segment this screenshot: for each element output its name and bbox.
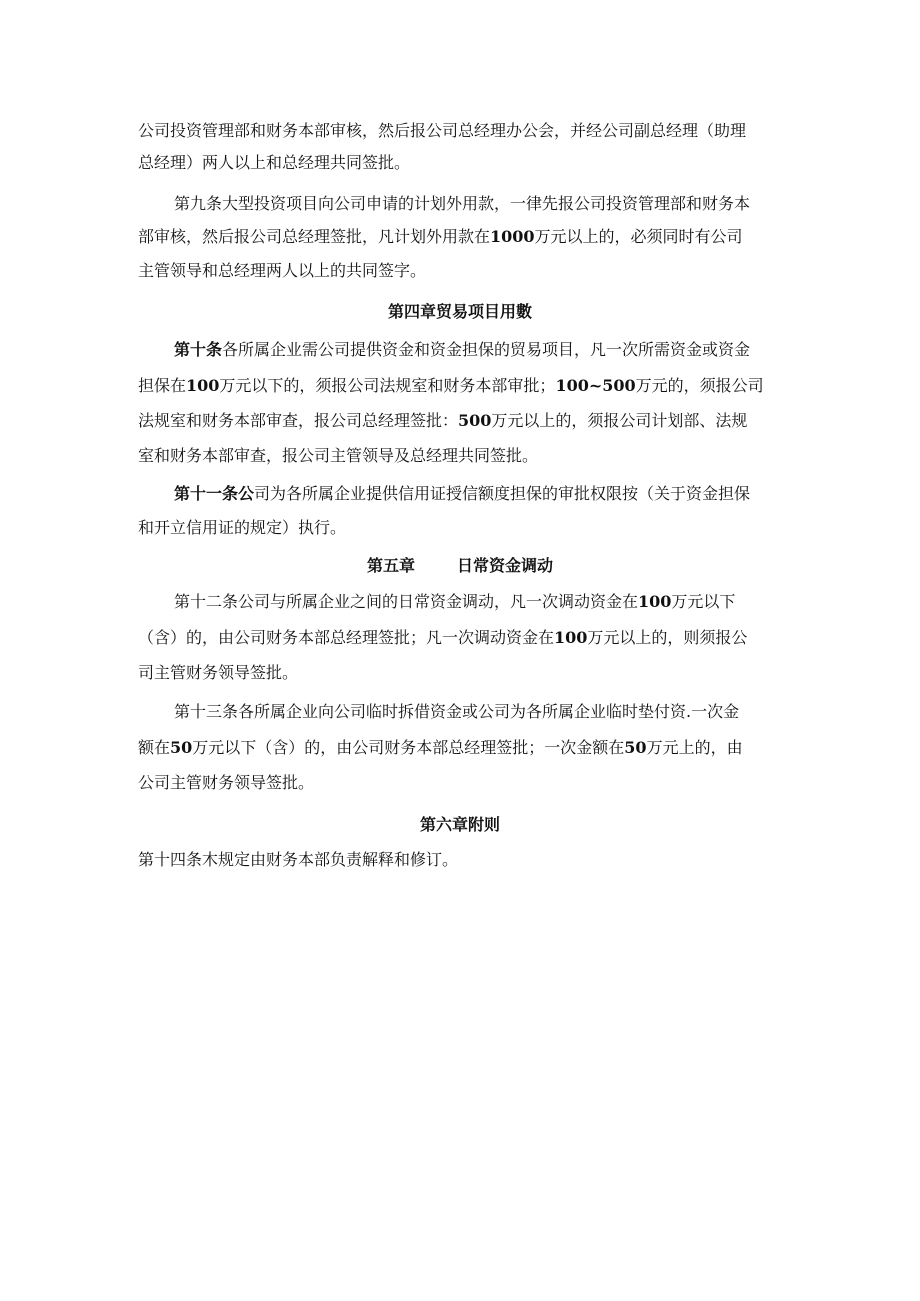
- article-10-text: 万元以上的，须报公司计划部、法规: [491, 411, 748, 430]
- article-10-text: 担保在: [138, 376, 187, 395]
- article-9-amount: 1000: [490, 227, 535, 246]
- article-13-line-2: [138, 738, 743, 758]
- article-10-amount: 500: [458, 411, 492, 430]
- article-8-line-2: 总经理）两人以上和总经理共同签批。: [138, 153, 411, 172]
- article-8-line-1: 公司投资管理部和财务本部审核，然后报公司总经理办公会，并经公司副总经理（助理: [138, 121, 747, 140]
- article-10-line-1: [174, 340, 750, 360]
- article-10-line-3: [138, 411, 747, 431]
- article-14-line-1: 第十四条木规定由财务本部负责解释和修订。: [138, 850, 459, 869]
- article-13-amount: 50: [170, 738, 193, 757]
- article-12-text: 万元以上的，则须报公: [587, 628, 748, 647]
- article-12-line-1: [174, 592, 735, 612]
- article-10-text: 各所属企业需公司提供资金和资金担保的贸易项目，凡一次所需资金或资金: [222, 340, 751, 359]
- article-10-text: 万元以下的，须报公司法规室和财务本部审批；: [219, 376, 556, 395]
- article-13-line-3: 公司主管财务领导签批。: [138, 773, 315, 792]
- chapter-5-title: 日常资金调动: [457, 556, 554, 575]
- article-9-text: 部审核，然后报公司总经理签批，凡计划外用款在: [138, 227, 491, 246]
- chapter-5-heading: [0, 556, 920, 576]
- article-12-text: 万元以下: [671, 592, 736, 611]
- article-10-amount: 100~500: [555, 376, 636, 395]
- article-12-line-2: [138, 628, 747, 648]
- chapter-6-heading: 第六章附则: [419, 815, 500, 834]
- article-10-text: 万元的，须报公司: [635, 376, 764, 395]
- article-10-line-2: [138, 376, 764, 396]
- article-13-text: 万元以下（含）的，由公司财务本部总经理签批；一次金额在: [192, 738, 625, 757]
- article-11-line-1: [174, 484, 750, 504]
- article-11-label: 第十一条公: [174, 484, 255, 503]
- article-13-amount: 50: [624, 738, 647, 757]
- article-10-line-4: 室和财务本部审查，报公司主管领导及总经理共同签批。: [138, 446, 539, 465]
- article-10-text: 法规室和财务本部审查，报公司总经理签批：: [138, 411, 459, 430]
- chapter-5-number: 第五章: [366, 556, 415, 575]
- article-9-line-1: 第九条大型投资项目向公司申请的计划外用款，一律先报公司投资管理部和财务本: [174, 194, 751, 213]
- article-10-label: 第十条: [174, 340, 223, 359]
- article-9-text: 万元以上的，必须同时有公司: [534, 227, 743, 246]
- article-12-text: （含）的，由公司财务本部总经理签批；凡一次调动资金在: [138, 628, 555, 647]
- article-11-line-2: 和开立信用证的规定）执行。: [138, 518, 347, 537]
- article-12-text: 第十二条公司与所属企业之间的日常资金调动，凡一次调动资金在: [174, 592, 639, 611]
- article-11-text: 司为各所属企业提供信用证授信额度担保的审批权限按（关于资金担保: [254, 484, 751, 503]
- chapter-4-heading: 第四章贸易项目用數: [387, 302, 532, 321]
- article-10-amount: 100: [186, 376, 220, 395]
- article-13-text: 万元上的，由: [646, 738, 743, 757]
- article-9-line-2: [138, 227, 743, 247]
- article-9-line-3: 主管领导和总经理两人以上的共同签字。: [138, 261, 427, 280]
- article-12-amount: 100: [554, 628, 588, 647]
- article-12-amount: 100: [638, 592, 672, 611]
- article-12-line-3: 司主管财务领导签批。: [138, 663, 299, 682]
- article-13-text: 额在: [138, 738, 171, 757]
- article-13-line-1: 第十三条各所属企业向公司临时拆借资金或公司为各所属企业临时垫付资.一次金: [174, 702, 740, 721]
